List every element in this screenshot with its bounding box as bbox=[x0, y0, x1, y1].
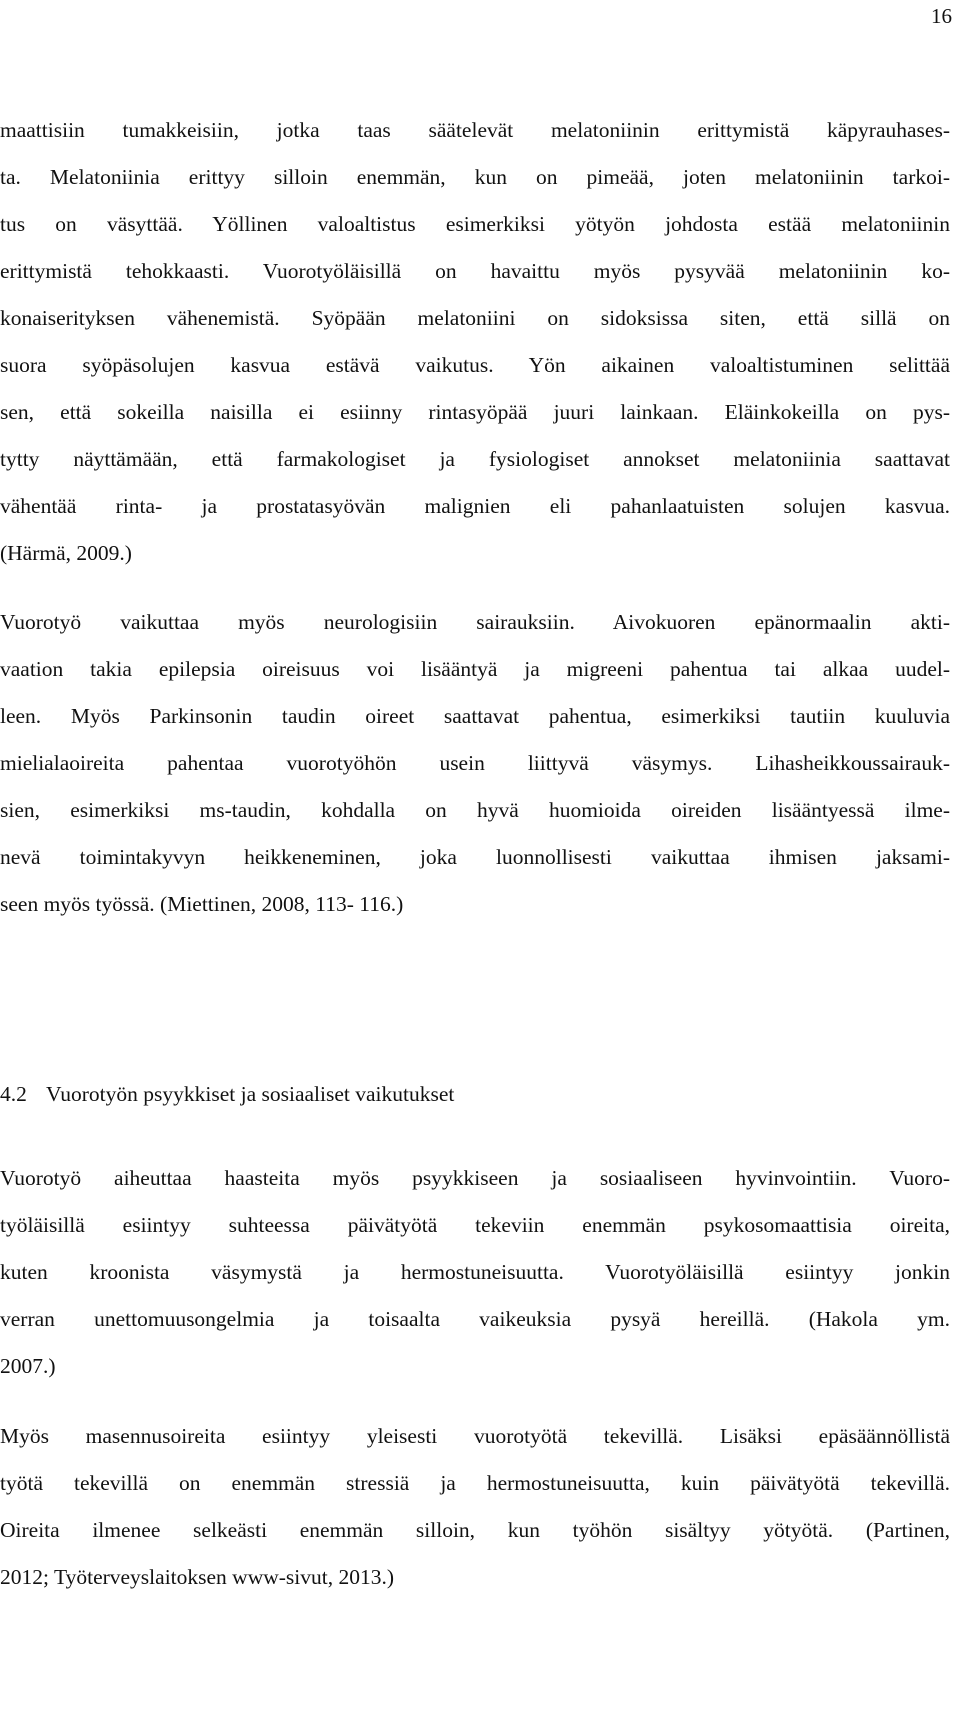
text-line: konaiserityksen vähenemistä. Syöpään melatoniini on sidoksissa siten, että sillä on bbox=[0, 306, 950, 330]
text-line: työläisillä esiintyy suhteessa päivätyötä tekeviin enemmän psykosomaattisia oireita, bbox=[0, 1213, 950, 1237]
section-heading bbox=[0, 1080, 454, 1108]
text-line: Vuorotyö vaikuttaa myös neurologisiin sairauksiin. Aivokuoren epänormaalin akti- bbox=[0, 610, 950, 634]
text-line: työtä tekevillä on enemmän stressiä ja hermostuneisuutta, kuin päivätyötä tekevillä. bbox=[0, 1471, 950, 1495]
text-line: sen, että sokeilla naisilla ei esiinny rintasyöpää juuri lainkaan. Eläinkokeilla on pys- bbox=[0, 400, 950, 424]
text-line: (Härmä, 2009.) bbox=[0, 541, 132, 565]
text-line: mielialaoireita pahentaa vuorotyöhön usein liittyvä väsymys. Lihasheikkoussairauk- bbox=[0, 751, 950, 775]
text-line: sien, esimerkiksi ms-taudin, kohdalla on hyvä huomioida oireiden lisääntyessä ilme- bbox=[0, 798, 950, 822]
text-line: nevä toimintakyvyn heikkeneminen, joka luonnollisesti vaikuttaa ihmisen jaksami- bbox=[0, 845, 950, 869]
text-line: seen myös työssä. (Miettinen, 2008, 113- 116.) bbox=[0, 892, 404, 916]
text-line: Myös masennusoireita esiintyy yleisesti vuorotyötä tekevillä. Lisäksi epäsäännöllistä bbox=[0, 1424, 950, 1448]
text-line: erittymistä tehokkaasti. Vuorotyöläisillä on havaittu myös pysyvää melatoniinin ko- bbox=[0, 259, 950, 283]
section-title: Vuorotyön psyykkiset ja sosiaaliset vaikutukset bbox=[46, 1082, 455, 1106]
text-line: Oireita ilmenee selkeästi enemmän silloin, kun työhön sisältyy yötyötä. (Partinen, bbox=[0, 1518, 950, 1542]
text-line: vähentää rinta- ja prostatasyövän malignien eli pahanlaatuisten solujen kasvua. bbox=[0, 494, 950, 518]
section-number: 4.2 bbox=[0, 1082, 27, 1106]
text-line: kuten kroonista väsymystä ja hermostuneisuutta. Vuorotyöläisillä esiintyy jonkin bbox=[0, 1260, 950, 1284]
text-line: verran unettomuusongelmia ja toisaalta vaikeuksia pysyä hereillä. (Hakola ym. bbox=[0, 1307, 950, 1331]
page-number: 16 bbox=[931, 4, 952, 28]
text-line: Vuorotyö aiheuttaa haasteita myös psyykkiseen ja sosiaaliseen hyvinvointiin. Vuoro- bbox=[0, 1166, 950, 1190]
text-line: leen. Myös Parkinsonin taudin oireet saattavat pahentua, esimerkiksi tautiin kuuluvia bbox=[0, 704, 950, 728]
text-line: ta. Melatoniinia erittyy silloin enemmän, kun on pimeää, joten melatoniinin tarkoi- bbox=[0, 165, 950, 189]
text-line: 2012; Työterveyslaitoksen www-sivut, 2013.) bbox=[0, 1565, 395, 1589]
text-line: 2007.) bbox=[0, 1354, 56, 1378]
text-line: suora syöpäsolujen kasvua estävä vaikutus. Yön aikainen valoaltistuminen selittää bbox=[0, 353, 950, 377]
text-line: tus on väsyttää. Yöllinen valoaltistus esimerkiksi yötyön johdosta estää melatoniinin bbox=[0, 212, 950, 236]
text-line: vaation takia epilepsia oireisuus voi lisääntyä ja migreeni pahentua tai alkaa uudel- bbox=[0, 657, 950, 681]
text-line: tytty näyttämään, että farmakologiset ja fysiologiset annokset melatoniinia saattavat bbox=[0, 447, 950, 471]
text-line: maattisiin tumakkeisiin, jotka taas säätelevät melatoniinin erittymistä käpyrauhases- bbox=[0, 118, 950, 142]
